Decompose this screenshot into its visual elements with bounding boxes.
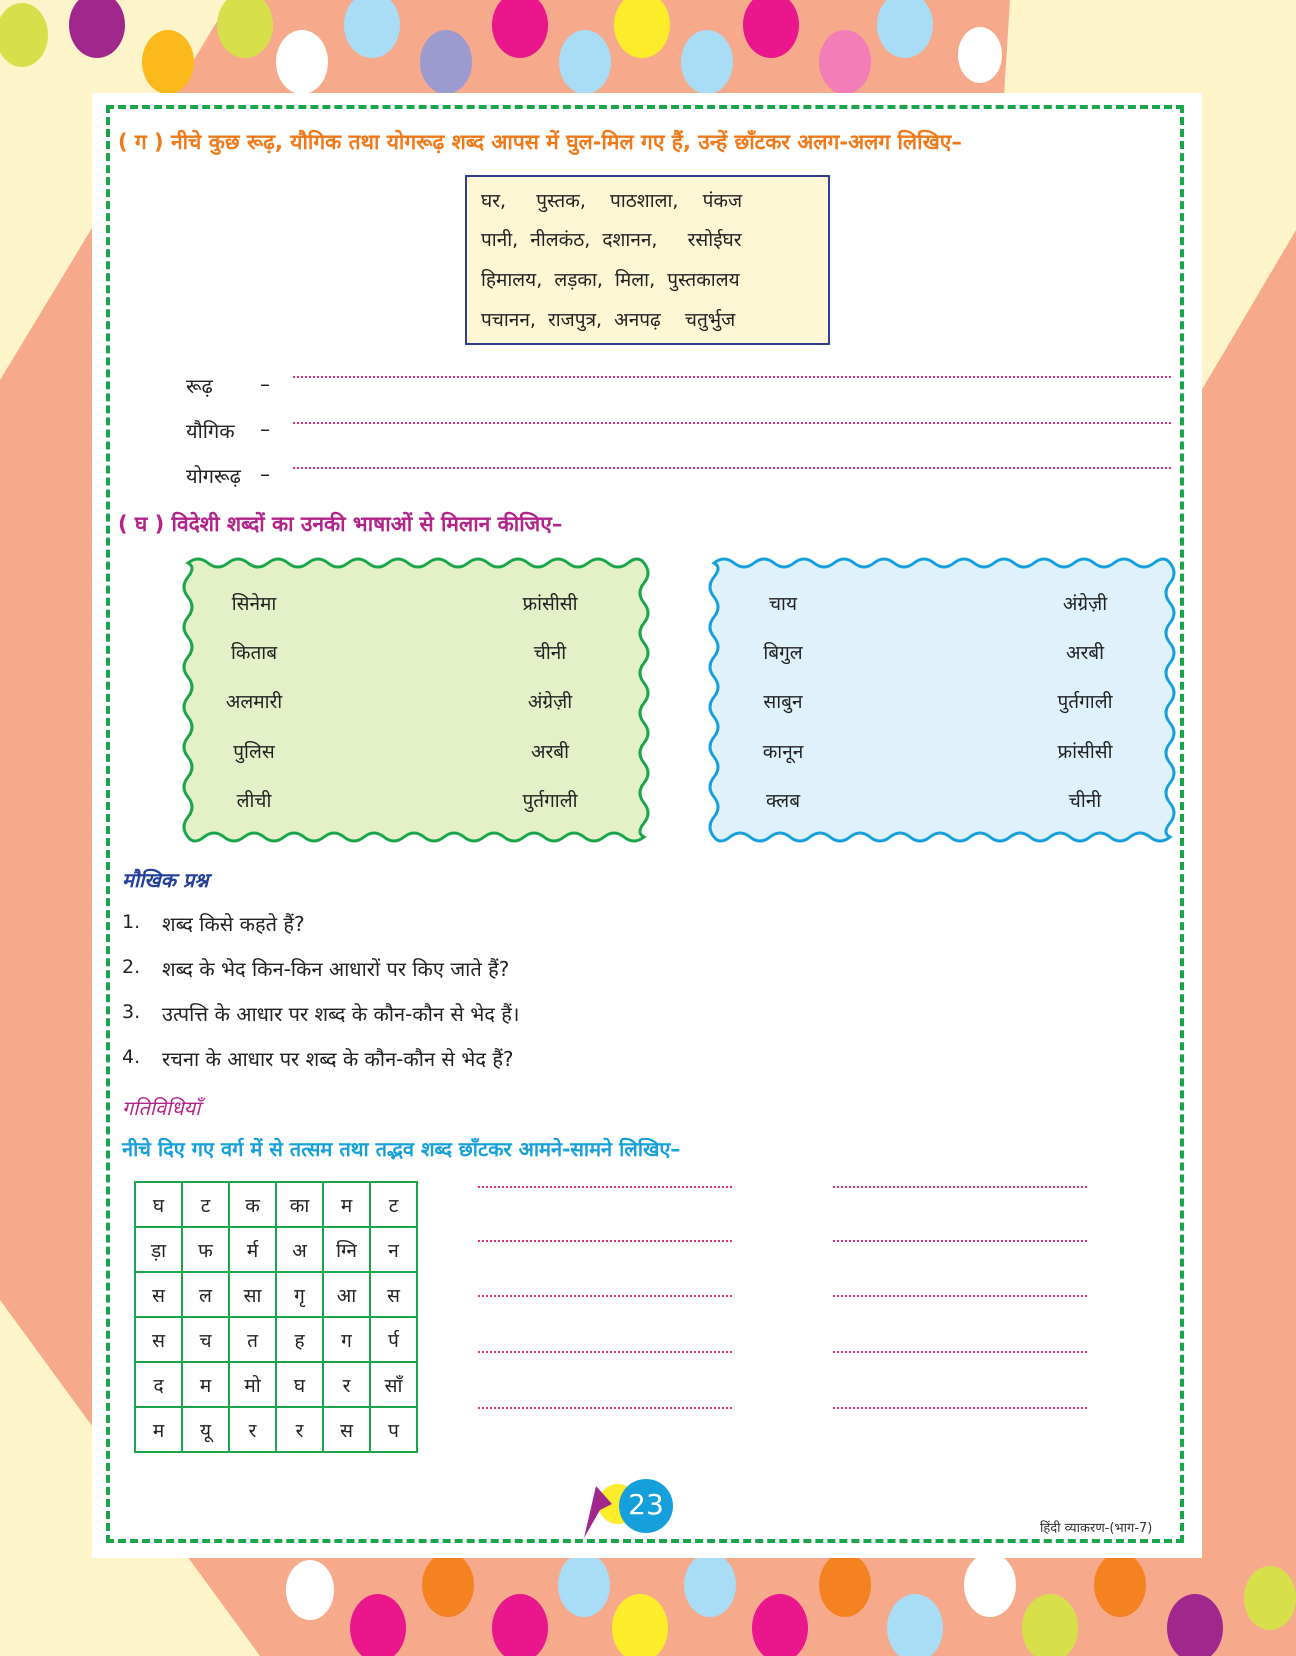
question-text: शब्द किसे कहते हैं? [162, 912, 305, 936]
grid-cell: स [135, 1317, 182, 1362]
grid-cell: र [229, 1407, 276, 1452]
answer-line-tatsam[interactable] [478, 1295, 732, 1297]
left-language: पुर्तगाली [522, 790, 578, 812]
left-language: फ्रांसीसी [522, 593, 578, 615]
answer-line-tatsam[interactable] [478, 1407, 732, 1409]
grid-cell: साँ [370, 1362, 417, 1407]
right-word: साबुन [763, 691, 803, 713]
right-language: अंग्रेज़ी [1062, 593, 1108, 615]
word-row: हिमालय, लड़का, मिला, पुस्तकालय [481, 269, 740, 291]
word-row: पचानन, राजपुत्र, अनपढ़ चतुर्भुज [481, 309, 736, 331]
grid-cell: घ [135, 1182, 182, 1227]
section-gh-heading: ( घ ) विदेशी शब्दों का उनकी भाषाओं से मिलान कीजिए– [118, 512, 563, 536]
grid-cell: च [182, 1317, 229, 1362]
answer-line-yaugik[interactable] [293, 422, 1171, 424]
grid-cell: ट [182, 1182, 229, 1227]
left-word: सिनेमा [231, 593, 277, 615]
label-yogrudh: योगरूढ़ [186, 464, 241, 488]
grid-cell: ड़ा [135, 1227, 182, 1272]
question-number: 4. [122, 1046, 141, 1068]
oral-heading: मौखिक प्रश्न [122, 868, 209, 892]
left-language: अरबी [530, 741, 570, 763]
grid-cell: स [370, 1272, 417, 1317]
question-number: 1. [122, 911, 141, 933]
letter-grid [134, 1181, 418, 1453]
grid-cell: म [323, 1182, 370, 1227]
question-number: 3. [122, 1001, 141, 1023]
question-text: रचना के आधार पर शब्द के कौन-कौन से भेद हैं? [162, 1047, 514, 1071]
right-word: चाय [768, 593, 797, 615]
right-language: पुर्तगाली [1057, 691, 1113, 713]
label-yaugik: यौगिक [186, 419, 235, 443]
grid-cell: अ [276, 1227, 323, 1272]
answer-line-tadbhav[interactable] [833, 1240, 1087, 1242]
word-scroll-box [465, 175, 830, 345]
answer-line-yogrudh[interactable] [293, 467, 1171, 469]
answer-line-tadbhav[interactable] [833, 1407, 1087, 1409]
grid-cell: यू [182, 1407, 229, 1452]
right-language: चीनी [1068, 790, 1102, 812]
left-language: चीनी [533, 642, 567, 664]
label-rudh: रूढ़ [186, 374, 213, 398]
right-language: फ्रांसीसी [1057, 741, 1113, 763]
grid-cell: का [276, 1182, 323, 1227]
word-row: पानी, नीलकंठ, दशानन, रसोईघर [481, 229, 742, 251]
grid-cell: फ [182, 1227, 229, 1272]
question-number: 2. [122, 956, 141, 978]
grid-cell: ग्नि [323, 1227, 370, 1272]
left-word: लीची [236, 790, 272, 812]
right-word: कानून [762, 741, 804, 763]
left-word: किताब [230, 642, 278, 664]
grid-cell: ह [276, 1317, 323, 1362]
grid-cell: न [370, 1227, 417, 1272]
grid-cell: मो [229, 1362, 276, 1407]
grid-cell: म [135, 1407, 182, 1452]
left-language: अंग्रेज़ी [527, 691, 573, 713]
grid-cell: स [135, 1272, 182, 1317]
answer-line-tatsam[interactable] [478, 1186, 732, 1188]
activities-heading: गतिविधियाँ [122, 1096, 201, 1120]
grid-cell: द [135, 1362, 182, 1407]
grid-cell: स [323, 1407, 370, 1452]
answer-line-tadbhav[interactable] [833, 1295, 1087, 1297]
question-text: शब्द के भेद किन-किन आधारों पर किए जाते हैं? [162, 957, 510, 981]
right-word: क्लब [765, 790, 801, 812]
grid-cell: त [229, 1317, 276, 1362]
answer-line-tatsam[interactable] [478, 1351, 732, 1353]
answer-line-tadbhav[interactable] [833, 1351, 1087, 1353]
answer-line-tadbhav[interactable] [833, 1186, 1087, 1188]
dash: – [260, 372, 270, 396]
dash: – [260, 462, 270, 486]
grid-cell: आ [323, 1272, 370, 1317]
grid-cell: ग [323, 1317, 370, 1362]
dash: – [260, 417, 270, 441]
answer-line-rudh[interactable] [293, 376, 1171, 378]
grid-cell: ल [182, 1272, 229, 1317]
page-number: 23 [628, 1488, 664, 1521]
book-title: हिंदी व्याकरण-(भाग-7) [1040, 1521, 1153, 1536]
grid-cell: गृ [276, 1272, 323, 1317]
grid-cell: सा [229, 1272, 276, 1317]
left-word: अलमारी [225, 691, 283, 713]
grid-cell: प [370, 1407, 417, 1452]
grid-cell: र्म [229, 1227, 276, 1272]
grid-cell: म [182, 1362, 229, 1407]
answer-line-tatsam[interactable] [478, 1240, 732, 1242]
grid-cell: र [323, 1362, 370, 1407]
right-word: बिगुल [763, 642, 803, 664]
grid-cell: क [229, 1182, 276, 1227]
activities-instruction: नीचे दिए गए वर्ग में से तत्सम तथा तद्भव शब्द छाँटकर आमने-सामने लिखिए– [122, 1137, 681, 1161]
grid-cell: ट [370, 1182, 417, 1227]
question-text: उत्पत्ति के आधार पर शब्द के कौन-कौन से भेद हैं। [162, 1002, 520, 1026]
right-language: अरबी [1065, 642, 1105, 664]
section-g-heading: ( ग ) नीचे कुछ रूढ़, यौगिक तथा योगरूढ़ शब्द आपस में घुल-मिल गए हैं, उन्हें छाँटकर अलग-अलग लिखिए– [118, 130, 962, 154]
grid-cell: र [276, 1407, 323, 1452]
word-row: घर, पुस्तक, पाठशाला, पंकज [481, 190, 743, 212]
grid-cell: घ [276, 1362, 323, 1407]
left-word: पुलिस [233, 741, 275, 763]
grid-cell: र्प [370, 1317, 417, 1362]
